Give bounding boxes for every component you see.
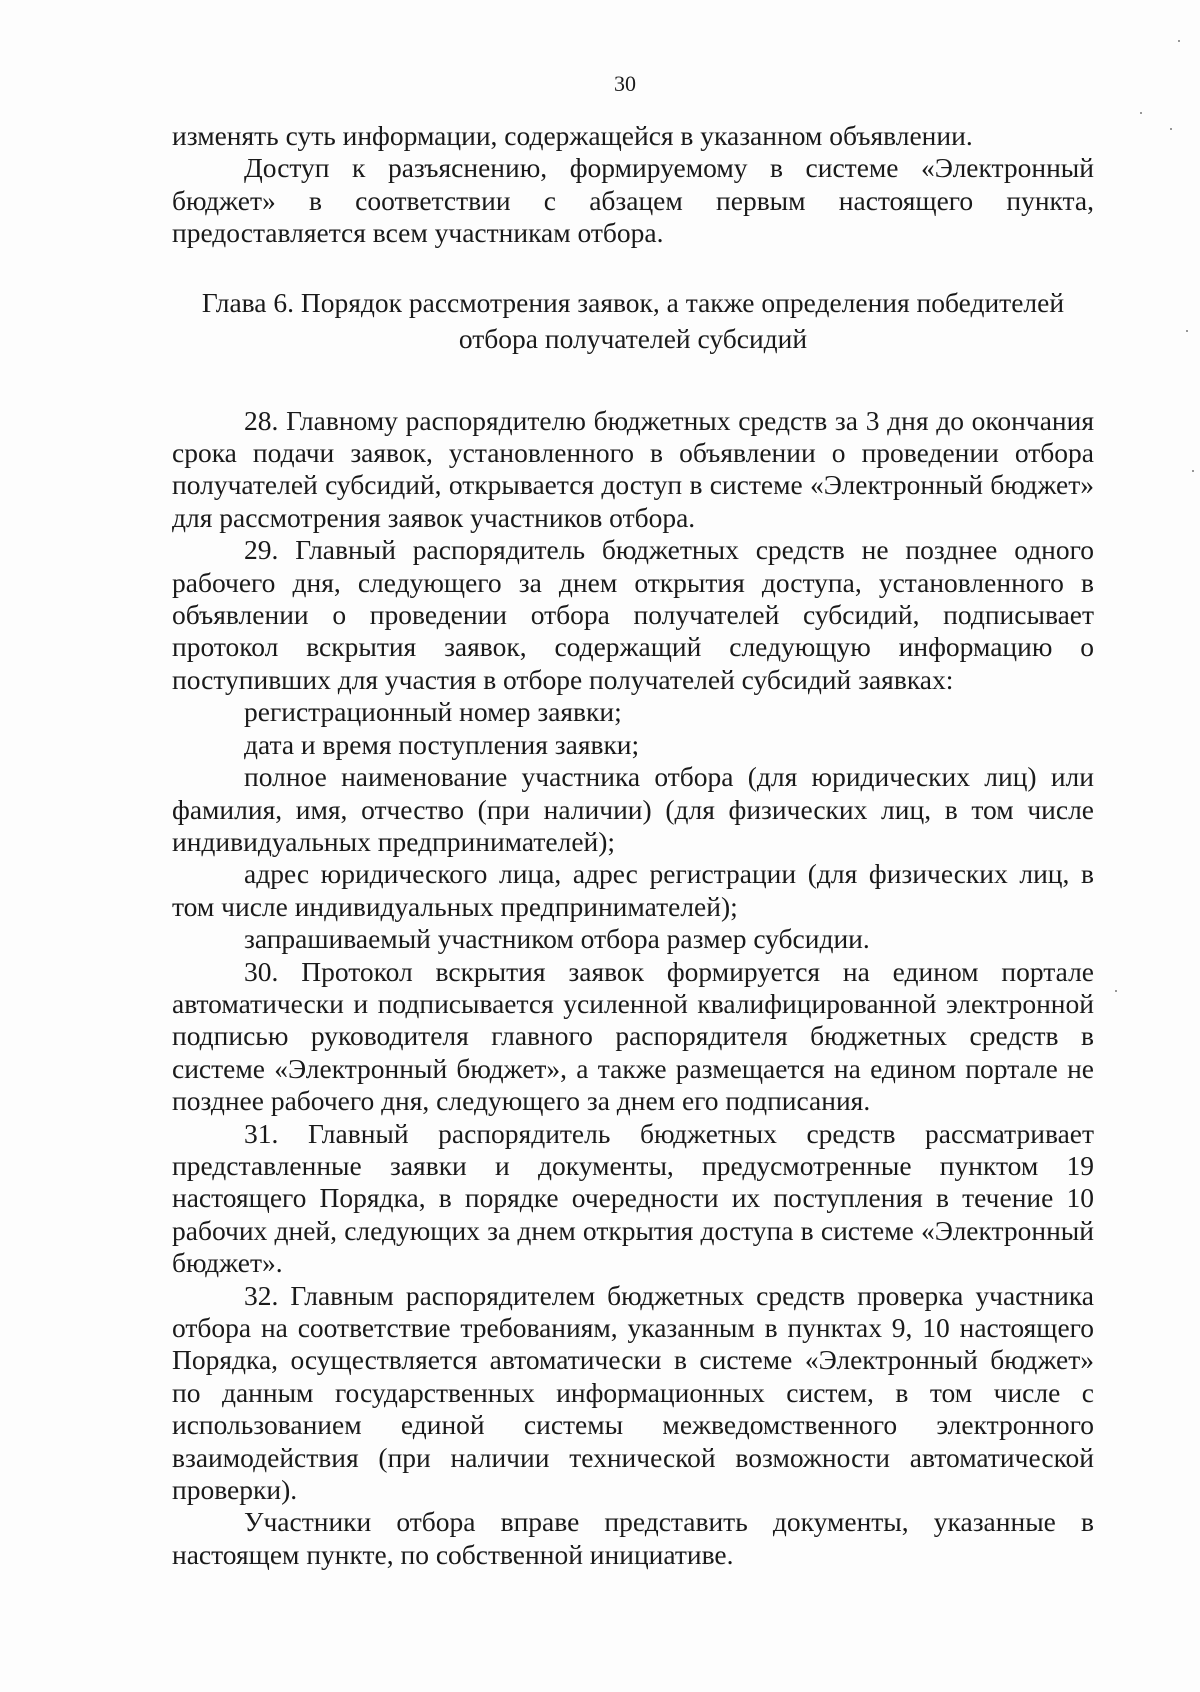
list-item-address: адрес юридического лица, адрес регистрации (для физических лиц, в том числе индивидуальных предпринимателей);	[172, 858, 1094, 922]
list-item-registration-number: регистрационный номер заявки;	[244, 696, 622, 728]
paragraph-own-initiative: Участники отбора вправе представить документы, указанные в настоящем пункте, по собственной инициативе.	[172, 1506, 1094, 1570]
page-number: 30	[614, 71, 636, 96]
scan-speck	[1170, 128, 1172, 130]
list-item-full-name: полное наименование участника отбора (для юридических лиц) или фамилия, имя, отчество (при наличии) (для физических лиц, в том числе индивидуальных предпринимателей);	[172, 761, 1094, 857]
paragraph-32: 32. Главным распорядителем бюджетных средств проверка участника отбора на соответствие требованиям, указанным в пунктах 9, 10 настоящего Порядка, осуществляется автоматически в системе «Электронный бюджет» по данным государственных информационных систем, в том числе с использованием единой системы межведомственного электронного взаимодействия (при наличии технической возможности автоматической проверки).	[172, 1279, 1094, 1506]
paragraph-31: 31. Главный распорядитель бюджетных средств рассматривает представленные заявки и документы, предусмотренные пунктом 19 настоящего Порядка, в порядке очередности их поступления в течение 10 рабочих дней, следующих за днем открытия доступа в системе «Электронный бюджет».	[172, 1117, 1094, 1279]
scan-speck	[1186, 330, 1188, 332]
list-item-date-time: дата и время поступления заявки;	[244, 728, 640, 760]
scan-speck	[1178, 40, 1180, 42]
chapter-title: Глава 6. Порядок рассмотрения заявок, а также определения победителей отбора получателей субсидий	[201, 286, 1065, 354]
scan-speck	[1140, 112, 1142, 114]
paragraph-28: 28. Главному распорядителю бюджетных средств за 3 дня до окончания срока подачи заявок, установленного в объявлении о проведении отбора получателей субсидий, открывается доступ в системе «Электронный бюджет» для рассмотрения заявок участников отбора.	[172, 404, 1094, 533]
paragraph-continuation: изменять суть информации, содержащейся в указанном объявлении.	[172, 120, 973, 151]
paragraph-30: 30. Протокол вскрытия заявок формируется на едином портале автоматически и подписывается усиленной квалифицированной электронной подписью руководителя главного распорядителя бюджетных средств в системе «Электронный бюджет», а также размещается на едином портале не позднее рабочего дня, следующего за днем его подписания.	[172, 955, 1094, 1117]
paragraph-access-clarification: Доступ к разъяснению, формируемому в системе «Электронный бюджет» в соответствии с абзацем первым настоящего пункта, предоставляется всем участникам отбора.	[172, 152, 1094, 249]
scan-speck	[1115, 990, 1117, 992]
paragraph-29: 29. Главный распорядитель бюджетных средств не позднее одного рабочего дня, следующего за днем открытия доступа, установленного в объявлении о проведении отбора получателей субсидий, подписывает протокол вскрытия заявок, содержащий следующую информацию о поступивших для участия в отборе получателей субсидий заявках:	[172, 534, 1094, 695]
list-item-subsidy-amount: запрашиваемый участником отбора размер субсидии.	[244, 923, 870, 955]
scan-speck	[1192, 470, 1194, 472]
document-body	[172, 120, 1094, 1571]
